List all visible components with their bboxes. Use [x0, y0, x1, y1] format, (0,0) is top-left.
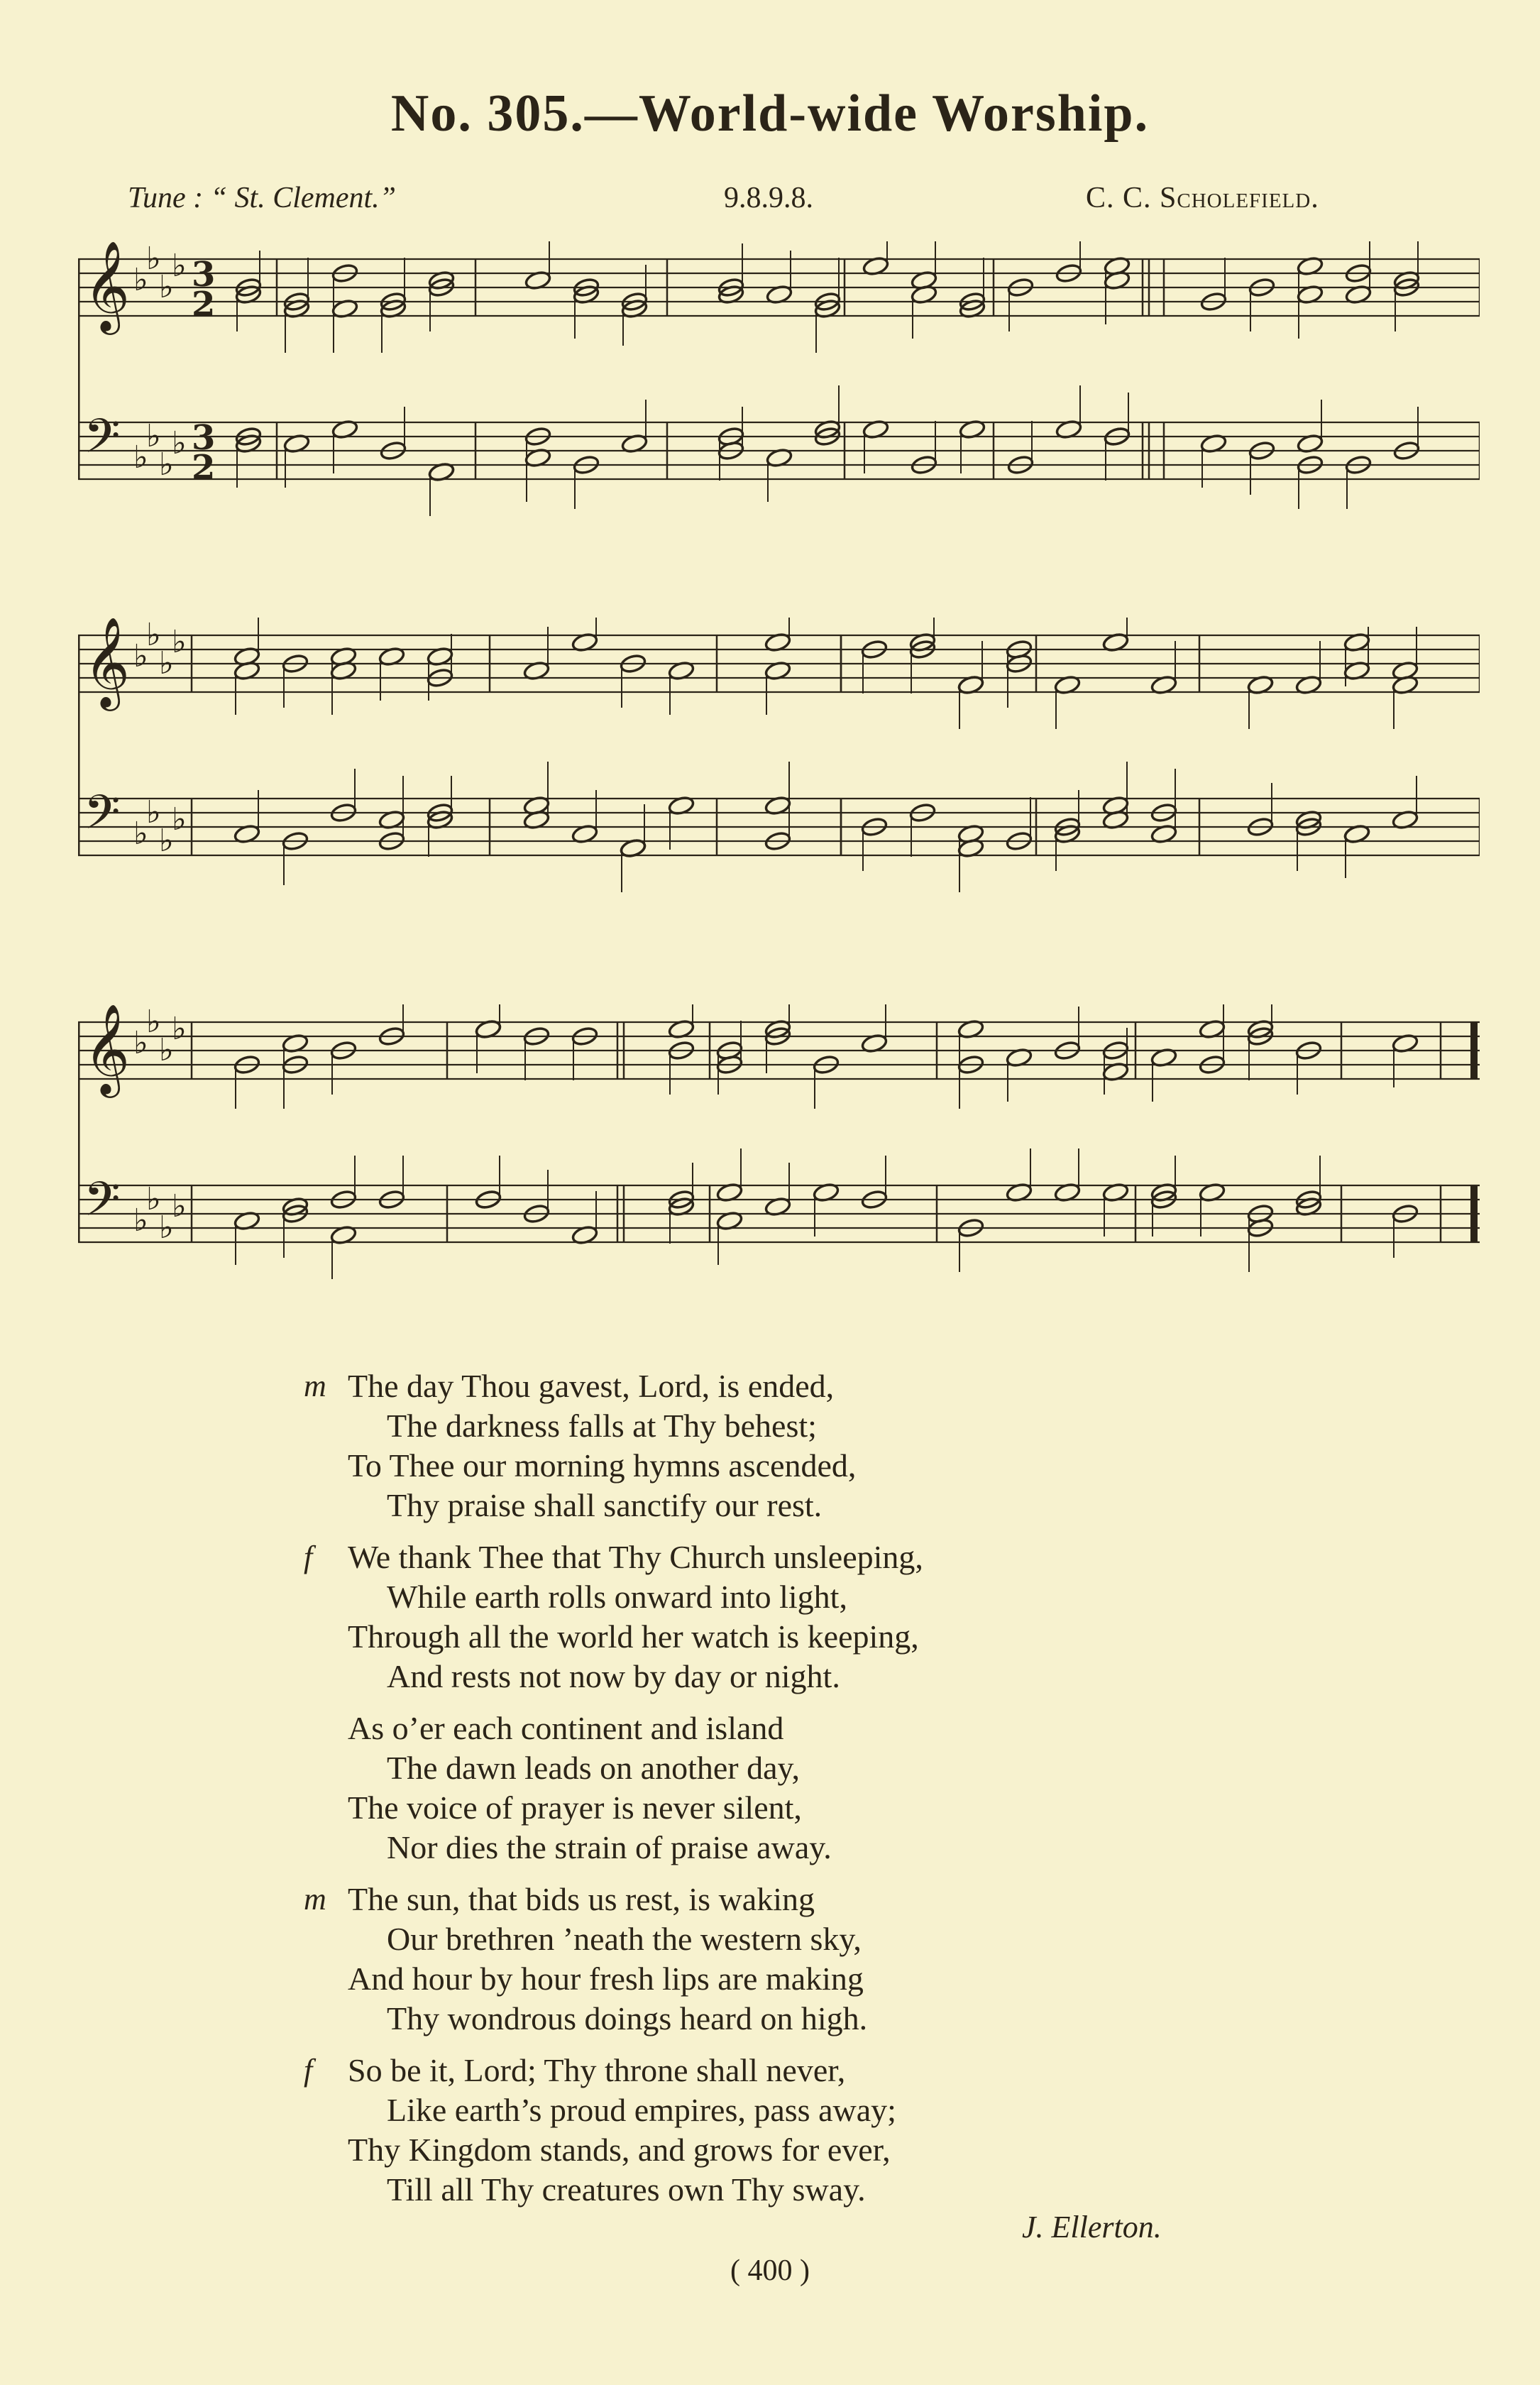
stanza-2 — [304, 1537, 1341, 1696]
verse-line: Through all the world her watch is keeping, — [348, 1618, 919, 1655]
flat-icon: ♭ — [172, 1011, 187, 1047]
treble-clef-icon: 𝄞 — [84, 241, 131, 331]
treble-clef-icon: 𝄞 — [84, 1004, 131, 1094]
bass-clef-icon: 𝄢 — [84, 409, 121, 475]
flat-icon: ♭ — [146, 1004, 161, 1040]
composer: C. C. Scholefield. — [1086, 182, 1319, 214]
verse-line: Thy Kingdom stands, and grows for ever, — [348, 2132, 891, 2168]
stanza-4 — [304, 1880, 1341, 2039]
flat-icon: ♭ — [133, 816, 148, 852]
music-system-1 — [78, 241, 1480, 547]
flat-icon: ♭ — [133, 1202, 148, 1239]
bass-clef-icon: 𝄢 — [84, 785, 121, 851]
verse-line: As o’er each continent and island — [348, 1710, 784, 1746]
stanza-5 — [304, 2051, 1341, 2210]
flat-icon: ♭ — [133, 439, 148, 476]
final-bar-line — [1470, 1022, 1478, 1079]
music-system-3 — [78, 1004, 1480, 1310]
verse-line: Nor dies the strain of praise away. — [387, 1829, 832, 1865]
dynamic-mark: f — [304, 2053, 313, 2088]
flat-icon: ♭ — [159, 446, 174, 483]
verse-line: Thy praise shall sanctify our rest. — [387, 1487, 823, 1523]
flat-icon: ♭ — [146, 241, 161, 277]
verse-line: Our brethren ’neath the western sky, — [387, 1921, 862, 1957]
flat-icon: ♭ — [146, 1181, 161, 1217]
flat-icon: ♭ — [159, 269, 174, 305]
hymn-title: No. 305.—World-wide Worship. — [390, 84, 1150, 143]
verse-line: And hour by hour fresh lips are making — [348, 1961, 864, 1997]
verse-line: To Thee our morning hymns ascended, — [348, 1447, 857, 1484]
time-signature-bottom: 2 — [192, 448, 216, 488]
bass-staff — [78, 409, 1480, 488]
page-number: ( 400 ) — [730, 2254, 810, 2287]
dynamic-mark: f — [304, 1540, 313, 1574]
author-credit: J. Ellerton. — [1022, 2210, 1162, 2244]
flat-icon: ♭ — [172, 1188, 187, 1224]
flat-icon: ♭ — [159, 645, 174, 681]
music-staff-svg-1 — [78, 241, 1480, 547]
bass-clef-icon: 𝄢 — [84, 1172, 121, 1238]
time-signature-top: 3 — [192, 255, 216, 295]
verse-line: The day Thou gavest, Lord, is ended, — [348, 1368, 835, 1404]
flat-icon: ♭ — [159, 1032, 174, 1068]
stanza-1 — [304, 1366, 1341, 1525]
hymn-verses — [304, 1366, 1341, 2222]
flat-icon: ♭ — [172, 248, 187, 284]
flat-icon: ♭ — [172, 624, 187, 660]
dynamic-mark: m — [304, 1882, 326, 1917]
stanza-3 — [348, 1709, 1341, 1868]
tune-name: Tune : “ St. Clement.” — [128, 182, 397, 214]
verse-line: The sun, that bids us rest, is waking — [348, 1881, 815, 1917]
verse-line: While earth rolls onward into light, — [387, 1579, 847, 1615]
verse-line: The voice of prayer is never silent, — [348, 1789, 802, 1826]
verse-line: Till all Thy creatures own Thy sway. — [387, 2171, 866, 2208]
flat-icon: ♭ — [146, 418, 161, 454]
flat-icon: ♭ — [146, 618, 161, 653]
verse-line: The darkness falls at Thy behest; — [387, 1408, 817, 1444]
time-signature-bottom: 2 — [192, 285, 216, 324]
dynamic-mark: m — [304, 1369, 326, 1403]
flat-icon: ♭ — [133, 638, 148, 674]
verse-line: The dawn leads on another day, — [387, 1750, 801, 1786]
verse-line: Like earth’s proud empires, pass away; — [387, 2092, 896, 2128]
flat-icon: ♭ — [146, 794, 161, 830]
flat-icon: ♭ — [133, 1025, 148, 1061]
verse-line: Thy wondrous doings heard on high. — [387, 2000, 868, 2036]
time-signature-top: 3 — [192, 418, 216, 458]
treble-clef-icon: 𝄞 — [84, 618, 131, 707]
flat-icon: ♭ — [172, 425, 187, 461]
music-staff-svg-3 — [78, 1004, 1480, 1310]
flat-icon: ♭ — [133, 262, 148, 298]
verse-line: We thank Thee that Thy Church unsleeping, — [348, 1539, 923, 1575]
flat-icon: ♭ — [159, 1210, 174, 1246]
flat-icon: ♭ — [159, 823, 174, 859]
music-system-2 — [78, 618, 1480, 923]
music-staff-svg-2 — [78, 618, 1480, 923]
flat-icon: ♭ — [172, 801, 187, 838]
meter: 9.8.9.8. — [724, 182, 813, 214]
verse-line: And rests not now by day or night. — [387, 1658, 840, 1694]
verse-line: So be it, Lord; Thy throne shall never, — [348, 2052, 846, 2088]
final-bar-line — [1470, 1185, 1478, 1242]
